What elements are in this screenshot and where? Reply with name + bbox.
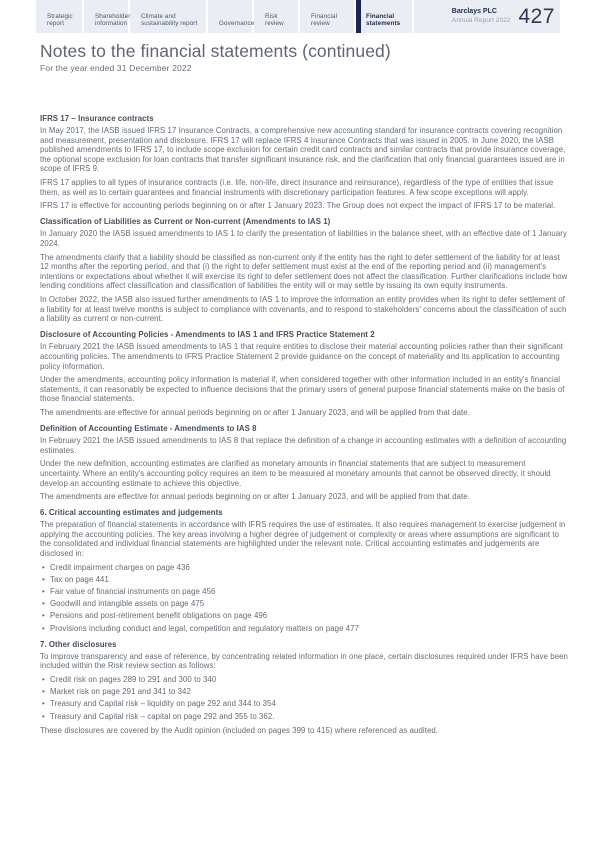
document-body — [40, 114, 568, 736]
list-item: • Tax on page 441 — [40, 575, 568, 585]
tab-financial-statements[interactable] — [356, 0, 414, 33]
paragraph: IFRS 17 applies to all types of insurance contracts (i.e. life, non-life, direct insurance and reinsurance), regardless of the type of entities that issue them, as well as to certain guarantees and financial instruments with discretionary participation features. A few scope exceptions will apply. — [40, 178, 554, 197]
section-heading: 7. Other disclosures — [40, 639, 117, 649]
paragraph: The preparation of financial statements in accordance with IFRS requires the use of estimates. It also requires management to exercise judgement in applying the accounting policies. The key areas involving a higher degree of judgement or complexity or areas where assumptions are significant to the consolidated and individual financial statements are highlighted under the relevant note. Critical accounting estimates and judgements are disclosed in: — [40, 520, 566, 559]
page-subtitle: For the year ended 31 December 2022 — [40, 63, 192, 73]
tab-label: Governance — [219, 20, 255, 28]
list-item: • Fair value of financial instruments on page 456 — [40, 587, 568, 597]
list-item: • Credit impairment charges on page 436 — [40, 563, 568, 573]
tab-label: Strategic report — [47, 12, 73, 28]
paragraph: IFRS 17 is effective for accounting periods beginning on or after 1 January 2023. The Group does not expect the impact of IFRS 17 to be material. — [40, 201, 556, 211]
paragraph: Under the new definition, accounting estimates are clarified as monetary amounts in financial statements that are subject to measurement uncertainty. Where an entity's accounting policy requires an item to be measured at monetary amounts that cannot be observed directly, it should develop an accounting estimate to achieve this objective. — [40, 459, 551, 488]
paragraph: In May 2017, the IASB issued IFRS 17 Insurance Contracts, a comprehensive new accounting standard for insurance contracts covering recognition and measurement, presentation and disclosure. IFRS 17 will replace IFRS 4 Insurance Contracts that was issued in 2005. In June 2020, the IASB published amendments to IFRS 17, to include scope exclusion for certain credit card contracts and similar contracts that provide insurance coverage, the optional scope exclusion for loan contracts that transfer significant insurance risk, and the clarification that only financial guarantees issued are in scope of IFRS 9. — [40, 126, 566, 174]
list-item: • Provisions including conduct and legal, competition and regulatory matters on page 477 — [40, 624, 568, 634]
tab-label: Financial review — [311, 12, 338, 28]
bullet-list — [40, 563, 568, 634]
paragraph: The amendments are effective for annual periods beginning on or after 1 January 2023, and will be applied from that date. — [40, 407, 470, 417]
brand-report-title: Annual Report 2022 — [451, 16, 511, 24]
brand-name: Barclays PLC — [451, 8, 497, 16]
brand-block — [452, 8, 519, 25]
paragraph: The amendments are effective for annual periods beginning on or after 1 January 2023, and will be applied from that date. — [40, 492, 470, 502]
tab-shareholder-information[interactable] — [84, 0, 130, 33]
paragraph: To improve transparency and ease of reference, by concentrating related information in one place, certain disclosures required under IFRS have been included within the Risk review section as follows: — [40, 651, 568, 671]
tab-label: Risk review — [265, 12, 284, 28]
section-heading: 6. Critical accounting estimates and judgements — [40, 508, 223, 518]
tab-risk-review[interactable] — [254, 0, 300, 33]
section-tabs — [36, 0, 414, 33]
section-heading: Definition of Accounting Estimate - Amendments to IAS 8 — [40, 424, 257, 434]
tab-governance[interactable] — [208, 0, 254, 33]
list-item: • Treasury and Capital risk – capital on page 292 and 355 to 362. — [40, 712, 568, 722]
section-heading: Classification of Liabilities as Current or Non-current (Amendments to IAS 1) — [40, 217, 331, 227]
paragraph: In January 2020 the IASB issued amendments to IAS 1 to clarify the presentation of liabilities in the balance sheet, with an effective date of 1 January 2024. — [40, 229, 567, 249]
tab-label: Climate and sustainability report — [141, 12, 198, 28]
section-heading: Disclosure of Accounting Policies - Amendments to IAS 1 and IFRS Practice Statement 2 — [40, 330, 375, 340]
list-item: • Market risk on page 291 and 341 to 342 — [40, 687, 568, 697]
paragraph: In February 2021 the IASB issued amendments to IAS 8 that replace the definition of a change in accounting estimates with a definition of accounting estimates. — [40, 436, 567, 455]
paragraph: These disclosures are covered by the Audit opinion (included on pages 399 to 415) where referenced as audited. — [40, 726, 439, 736]
tab-strategic-report[interactable] — [36, 0, 84, 33]
tab-financial-review[interactable] — [300, 0, 356, 33]
bullet-list — [40, 675, 568, 721]
paragraph: The amendments clarify that a liability should be classified as non-current only if the entity has the right to defer settlement of the liability for at least 12 months after the reporting period, and that (i) the right to defer settlement must exist at the end of the reporting period and (ii) management's intentions or expectations about whether it will exercise its right to defer settlement does not affect the classification. Further clarifications include how lending conditions affect classification and classification of liabilities the entity will or may settle by issuing its own equity instruments. — [40, 252, 568, 291]
paragraph: In October 2022, the IASB also issued further amendments to IAS 1 to improve the information an entity provides when its right to defer settlement of a liability for at least twelve months is subject to compliance with covenants, and to respond to stakeholders' concerns about the classification of such a liability as current or non-current. — [40, 295, 567, 324]
tab-label: Shareholder information — [95, 12, 131, 28]
page-title: Notes to the financial statements (continued) — [40, 41, 391, 61]
tab-label: Financial statements — [366, 12, 401, 28]
list-item: • Pensions and post-retirement benefit obligations on page 496 — [40, 611, 568, 621]
section-heading: IFRS 17 – Insurance contracts — [40, 114, 154, 123]
tab-climate-and-sustainability-report[interactable] — [130, 0, 208, 33]
list-item: • Treasury and Capital risk – liquidity on page 292 and 344 to 354 — [40, 699, 568, 709]
paragraph: In February 2021 the IASB issued amendments to IAS 1 that require entities to disclose their material accounting policies rather than their significant accounting policies. The amendments to IFRS Practice Statement 2 provide guidance on the concept of materiality and its application to accounting policy information. — [40, 342, 564, 371]
paragraph: Under the amendments, accounting policy information is material if, when considered together with other information included in an entity's financial statements, it can reasonably be expected to influence decisions that the primary users of general purpose financial statements make on the basis of those financial statements. — [40, 375, 565, 404]
top-nav-bar — [36, 0, 560, 33]
list-item: • Credit risk on pages 289 to 291 and 300 to 340 — [40, 675, 568, 685]
page-number: 427 — [518, 4, 555, 28]
list-item: • Goodwill and intangible assets on page 475 — [40, 599, 568, 609]
